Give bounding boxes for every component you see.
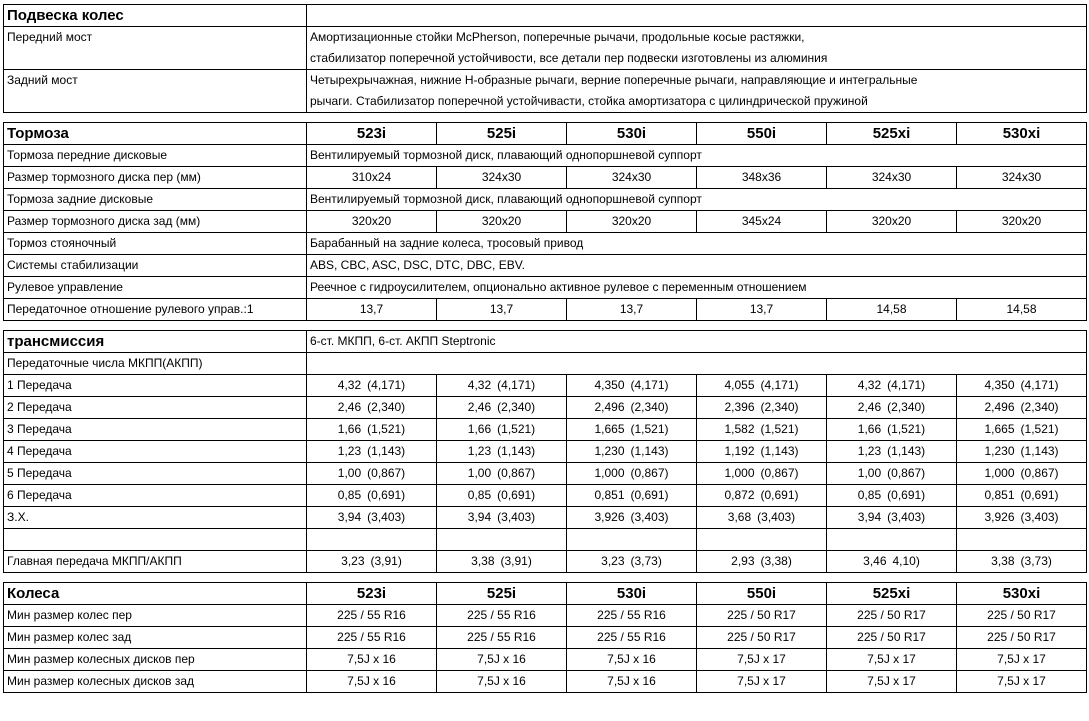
rear-axle-label: Задний мост [4,70,307,113]
gear-label: З.Х. [4,507,307,529]
gear-ratio [437,485,567,507]
model-header: 525i [437,583,567,605]
table-row [4,485,1087,507]
transmission-type: 6-ст. МКПП, 6-ст. АКПП Steptronic [307,331,1087,353]
table-row [4,671,1087,693]
gear-ratio [567,463,697,485]
auto-ratio: (4,171) [630,378,669,392]
auto-ratio: (1,143) [630,444,669,458]
wheel-spec-value: 225 / 55 R16 [307,605,437,627]
table-row [4,375,1087,397]
auto-ratio: (1,143) [367,444,406,458]
final-drive-ratio [827,551,957,573]
gear-ratio [697,507,827,529]
manual-ratio: 0,85 [337,488,362,502]
model-header: 530i [567,583,697,605]
gear-ratio [437,507,567,529]
manual-ratio: 3,38 [991,554,1015,568]
auto-ratio: (0,691) [630,488,669,502]
gear-ratio [567,507,697,529]
gear-label: 6 Передача [4,485,307,507]
table-row [4,167,1087,189]
manual-ratio: 4,350 [984,378,1015,392]
manual-ratio: 3,94 [467,510,492,524]
gear-ratio [697,419,827,441]
auto-ratio: (4,171) [1020,378,1059,392]
front-disc-size-value: 310x24 [307,167,437,189]
auto-ratio: (2,340) [1020,400,1059,414]
table-row [4,211,1087,233]
wheels-title: Колеса [4,583,307,605]
parking-brake-value: Барабанный на задние колеса, тросовый привод [307,233,1087,255]
steering-ratio-value: 14,58 [957,299,1087,321]
table-row [4,189,1087,211]
front-axle-line-1: Амортизационные стойки McPherson, поперечные рычачи, продольные косые растяжки, [310,30,805,44]
manual-ratio: 1,000 [724,466,755,480]
manual-ratio: 1,230 [594,444,625,458]
rear-disc-size-label: Размер тормозного диска зад (мм) [4,211,307,233]
table-row [4,353,1087,375]
wheel-spec-value: 7,5J x 16 [307,649,437,671]
gear-ratio [957,397,1087,419]
gear-ratio [957,507,1087,529]
table-row [4,551,1087,573]
gear-ratio [827,485,957,507]
empty-cell [307,529,437,551]
auto-ratio: (3,403) [757,510,796,524]
gear-label: 5 Передача [4,463,307,485]
table-row [4,233,1087,255]
suspension-title: Подвеска колес [4,5,307,27]
auto-ratio: (1,521) [367,422,406,436]
manual-ratio: 3,926 [984,510,1015,524]
auto-ratio: 4,10) [892,554,920,568]
empty-cell [697,529,827,551]
gear-ratio [307,441,437,463]
model-header: 523i [307,123,437,145]
gear-ratio [957,419,1087,441]
gear-ratio [697,375,827,397]
auto-ratio: (0,867) [1020,466,1059,480]
empty-cell [827,529,957,551]
gear-ratio [827,419,957,441]
auto-ratio: (0,867) [497,466,536,480]
auto-ratio: (2,340) [760,400,799,414]
wheel-spec-label: Мин размер колес зад [4,627,307,649]
manual-ratio: 1,192 [724,444,755,458]
auto-ratio: (2,340) [630,400,669,414]
wheel-spec-value: 225 / 55 R16 [567,627,697,649]
rear-axle-value [307,70,1087,113]
rear-brakes-value: Вентилируемый тормозной диск, плавающий однопоршневой суппорт [307,189,1087,211]
manual-ratio: 2,46 [337,400,362,414]
auto-ratio: (3,38) [760,554,792,568]
model-header: 525xi [827,583,957,605]
front-axle-line-2: стабилизатор поперечной устойчивости, все детали пер подвески изготовлены из алюминия [310,51,828,65]
front-disc-size-label: Размер тормозного диска пер (мм) [4,167,307,189]
transmission-table [3,330,1087,573]
auto-ratio: (4,171) [887,378,926,392]
empty-cell [307,5,1087,27]
rear-brakes-label: Тормоза задние дисковые [4,189,307,211]
table-row [4,70,1087,113]
gear-label: 2 Передача [4,397,307,419]
empty-cell [4,529,307,551]
auto-ratio: (3,403) [367,510,406,524]
wheel-spec-value: 225 / 50 R17 [697,605,827,627]
gear-ratio [827,397,957,419]
table-row [4,507,1087,529]
model-header: 550i [697,123,827,145]
manual-ratio: 1,00 [337,466,362,480]
auto-ratio: (0,867) [760,466,799,480]
manual-ratio: 1,230 [984,444,1015,458]
manual-ratio: 3,23 [341,554,365,568]
table-row [4,255,1087,277]
table-row [4,529,1087,551]
front-disc-size-value: 324x30 [827,167,957,189]
wheel-spec-label: Мин размер колесных дисков зад [4,671,307,693]
empty-cell [957,529,1087,551]
front-disc-size-value: 324x30 [437,167,567,189]
wheel-spec-value: 225 / 50 R17 [697,627,827,649]
rear-axle-line-1: Четырехрычажная, нижние Н-образные рычаги, верние поперечные рычаги, направляющие и интегральные [310,73,918,87]
manual-ratio: 3,94 [337,510,362,524]
auto-ratio: (0,691) [497,488,536,502]
manual-ratio: 1,000 [984,466,1015,480]
wheels-table [3,582,1087,693]
wheel-spec-value: 7,5J x 16 [567,671,697,693]
rear-disc-size-value: 320x20 [437,211,567,233]
auto-ratio: (1,521) [630,422,669,436]
auto-ratio: (4,171) [760,378,799,392]
spec-sheet [3,4,1086,693]
manual-ratio: 4,32 [467,378,492,392]
steering-ratio-value: 13,7 [567,299,697,321]
auto-ratio: (4,171) [497,378,536,392]
auto-ratio: (0,691) [760,488,799,502]
manual-ratio: 1,00 [467,466,492,480]
gear-ratio [957,485,1087,507]
gear-ratio [567,485,697,507]
manual-ratio: 0,85 [467,488,492,502]
wheel-spec-value: 225 / 50 R17 [957,605,1087,627]
wheel-spec-value: 7,5J x 17 [697,649,827,671]
steering-ratio-value: 13,7 [437,299,567,321]
wheel-spec-value: 7,5J x 16 [437,649,567,671]
gear-label: 1 Передача [4,375,307,397]
gear-ratio [827,441,957,463]
model-header: 525xi [827,123,957,145]
manual-ratio: 0,872 [724,488,755,502]
manual-ratio: 2,93 [731,554,755,568]
wheel-spec-value: 225 / 55 R16 [437,627,567,649]
auto-ratio: (1,521) [887,422,926,436]
section-gap [3,321,1086,330]
gear-ratio [307,463,437,485]
wheel-spec-value: 225 / 50 R17 [827,627,957,649]
wheel-spec-label: Мин размер колес пер [4,605,307,627]
brakes-title: Тормоза [4,123,307,145]
gear-ratio [957,463,1087,485]
stability-systems-label: Системы стабилизации [4,255,307,277]
gear-ratio [697,485,827,507]
manual-ratio: 3,926 [594,510,625,524]
gear-ratio [567,419,697,441]
gear-label: 3 Передача [4,419,307,441]
rear-disc-size-value: 320x20 [567,211,697,233]
gear-ratio [437,375,567,397]
manual-ratio: 3,68 [727,510,752,524]
table-row [4,583,1087,605]
table-row [4,123,1087,145]
gears-header: Передаточные числа МКПП(АКПП) [4,353,307,375]
gear-ratio [957,375,1087,397]
gear-ratio [307,507,437,529]
manual-ratio: 1,23 [337,444,362,458]
gear-ratio [437,441,567,463]
final-drive-ratio [437,551,567,573]
auto-ratio: (1,143) [1020,444,1059,458]
manual-ratio: 3,23 [601,554,625,568]
transmission-title: трансмиссия [4,331,307,353]
table-row [4,27,1087,70]
wheel-spec-value: 225 / 55 R16 [437,605,567,627]
front-brakes-value: Вентилируемый тормозной диск, плавающий однопоршневой суппорт [307,145,1087,167]
front-axle-value [307,27,1087,70]
table-row [4,331,1087,353]
final-drive-ratio [957,551,1087,573]
gear-ratio [437,397,567,419]
front-brakes-label: Тормоза передние дисковые [4,145,307,167]
manual-ratio: 3,94 [857,510,882,524]
gear-ratio [697,441,827,463]
manual-ratio: 1,00 [857,466,882,480]
gear-ratio [567,397,697,419]
model-header: 530i [567,123,697,145]
auto-ratio: (4,171) [367,378,406,392]
final-drive-ratio [697,551,827,573]
manual-ratio: 0,851 [984,488,1015,502]
manual-ratio: 1,665 [594,422,625,436]
manual-ratio: 2,46 [857,400,882,414]
manual-ratio: 2,396 [724,400,755,414]
front-disc-size-value: 324x30 [957,167,1087,189]
auto-ratio: (3,91) [370,554,402,568]
auto-ratio: (3,403) [887,510,926,524]
rear-disc-size-value: 320x20 [307,211,437,233]
wheel-spec-value: 7,5J x 16 [437,671,567,693]
auto-ratio: (0,691) [1020,488,1059,502]
table-row [4,397,1087,419]
wheel-spec-label: Мин размер колесных дисков пер [4,649,307,671]
wheel-spec-value: 7,5J x 16 [307,671,437,693]
gear-ratio [437,419,567,441]
wheel-spec-value: 7,5J x 17 [827,649,957,671]
front-disc-size-value: 348x36 [697,167,827,189]
table-row [4,145,1087,167]
wheel-spec-value: 7,5J x 17 [697,671,827,693]
gear-ratio [567,441,697,463]
rear-disc-size-value: 320x20 [827,211,957,233]
empty-cell [567,529,697,551]
steering-ratio-label: Передаточное отношение рулевого управ.:1 [4,299,307,321]
steering-ratio-value: 14,58 [827,299,957,321]
rear-axle-line-2: рычаги. Стабилизатор поперечной устойчивасти, стойка амортизатора с цилиндрической пружиной [310,94,868,108]
manual-ratio: 2,496 [984,400,1015,414]
manual-ratio: 3,46 [863,554,887,568]
gear-ratio [827,375,957,397]
model-header: 550i [697,583,827,605]
table-row [4,299,1087,321]
auto-ratio: (0,691) [367,488,406,502]
table-row [4,627,1087,649]
table-row [4,441,1087,463]
rear-disc-size-value: 320x20 [957,211,1087,233]
table-row [4,605,1087,627]
wheel-spec-value: 225 / 55 R16 [307,627,437,649]
auto-ratio: (1,521) [1020,422,1059,436]
steering-value: Реечное с гидроусилителем, опционально активное рулевое с переменным отношением [307,277,1087,299]
section-gap [3,113,1086,122]
auto-ratio: (2,340) [367,400,406,414]
auto-ratio: (2,340) [497,400,536,414]
auto-ratio: (1,143) [887,444,926,458]
gear-ratio [827,463,957,485]
gear-ratio [307,419,437,441]
wheel-spec-value: 225 / 55 R16 [567,605,697,627]
final-drive-ratio [307,551,437,573]
table-row [4,463,1087,485]
steering-ratio-value: 13,7 [307,299,437,321]
manual-ratio: 4,055 [724,378,755,392]
table-row [4,277,1087,299]
manual-ratio: 2,46 [467,400,492,414]
auto-ratio: (0,867) [367,466,406,480]
gear-ratio [307,375,437,397]
gear-ratio [697,463,827,485]
final-drive-ratio [567,551,697,573]
auto-ratio: (3,403) [1020,510,1059,524]
manual-ratio: 0,851 [594,488,625,502]
auto-ratio: (3,73) [1020,554,1052,568]
rear-disc-size-value: 345x24 [697,211,827,233]
wheel-spec-value: 7,5J x 17 [957,649,1087,671]
auto-ratio: (3,403) [497,510,536,524]
auto-ratio: (3,91) [500,554,532,568]
auto-ratio: (0,867) [630,466,669,480]
manual-ratio: 1,23 [857,444,882,458]
table-row [4,649,1087,671]
empty-cell [437,529,567,551]
gear-ratio [827,507,957,529]
manual-ratio: 4,350 [594,378,625,392]
manual-ratio: 3,38 [471,554,495,568]
front-axle-label: Передний мост [4,27,307,70]
manual-ratio: 0,85 [857,488,882,502]
manual-ratio: 1,66 [857,422,882,436]
manual-ratio: 2,496 [594,400,625,414]
wheel-spec-value: 7,5J x 17 [827,671,957,693]
manual-ratio: 1,582 [724,422,755,436]
manual-ratio: 1,23 [467,444,492,458]
gear-ratio [437,463,567,485]
auto-ratio: (0,867) [887,466,926,480]
auto-ratio: (0,691) [887,488,926,502]
auto-ratio: (3,73) [630,554,662,568]
wheel-spec-value: 7,5J x 16 [567,649,697,671]
gear-ratio [957,441,1087,463]
steering-ratio-value: 13,7 [697,299,827,321]
brakes-table [3,122,1087,321]
steering-label: Рулевое управление [4,277,307,299]
auto-ratio: (3,403) [630,510,669,524]
wheel-spec-value: 225 / 50 R17 [957,627,1087,649]
manual-ratio: 1,000 [594,466,625,480]
manual-ratio: 4,32 [857,378,882,392]
gear-ratio [307,485,437,507]
manual-ratio: 1,665 [984,422,1015,436]
gear-ratio [307,397,437,419]
model-header: 525i [437,123,567,145]
gear-label: 4 Передача [4,441,307,463]
model-header: 530xi [957,583,1087,605]
manual-ratio: 1,66 [337,422,362,436]
final-drive-label: Главная передача МКПП/АКПП [4,551,307,573]
gear-ratio [697,397,827,419]
parking-brake-label: Тормоз стояночный [4,233,307,255]
auto-ratio: (1,143) [497,444,536,458]
wheel-spec-value: 225 / 50 R17 [827,605,957,627]
suspension-table [3,4,1087,113]
auto-ratio: (2,340) [887,400,926,414]
table-row [4,5,1087,27]
manual-ratio: 4,32 [337,378,362,392]
auto-ratio: (1,521) [760,422,799,436]
model-header: 530xi [957,123,1087,145]
stability-systems-value: ABS, CBC, ASC, DSC, DTC, DBC, EBV. [307,255,1087,277]
auto-ratio: (1,143) [760,444,799,458]
wheel-spec-value: 7,5J x 17 [957,671,1087,693]
section-gap [3,573,1086,582]
model-header: 523i [307,583,437,605]
empty-cell [307,353,1087,375]
front-disc-size-value: 324x30 [567,167,697,189]
table-row [4,419,1087,441]
manual-ratio: 1,66 [467,422,492,436]
gear-ratio [567,375,697,397]
auto-ratio: (1,521) [497,422,536,436]
